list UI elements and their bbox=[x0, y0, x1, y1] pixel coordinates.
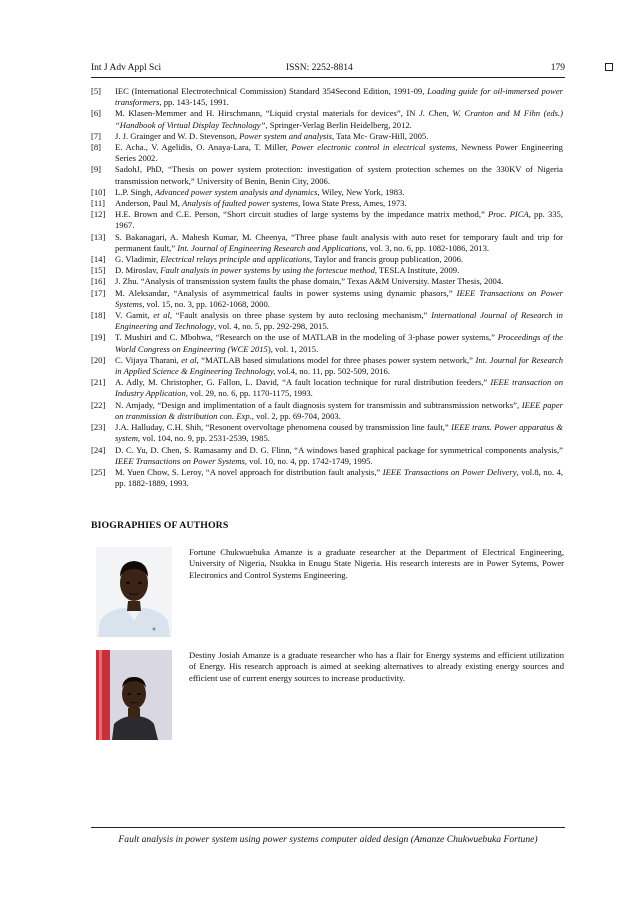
author-photo-2 bbox=[96, 650, 172, 740]
reference-text bbox=[115, 310, 563, 332]
reference-number: [10] bbox=[91, 186, 106, 197]
reference-item bbox=[91, 86, 563, 108]
reference-segment: Iowa State Press, Ames, 1973. bbox=[300, 198, 407, 209]
reference-segment: vol.4, no. 11, pp. 502-509, 2016. bbox=[275, 366, 390, 377]
reference-text bbox=[115, 332, 563, 354]
reference-text bbox=[115, 445, 563, 467]
reference-segment: , “Fault analysis on three phase system by auto reclosing mechanism,” bbox=[169, 310, 432, 321]
reference-text bbox=[115, 355, 563, 377]
reference-italic-segment: IEEE transaction on Industry Application bbox=[115, 377, 563, 399]
reference-item bbox=[91, 310, 563, 332]
reference-segment: , vol. 15, no. 3, pp. 1062-1068, 2000. bbox=[142, 298, 270, 309]
reference-italic-segment: Analysis of faulted power systems, bbox=[182, 198, 301, 209]
reference-segment: , TESLA Institute, 2009. bbox=[374, 265, 460, 276]
reference-item bbox=[91, 131, 563, 142]
reference-item bbox=[91, 467, 563, 489]
reference-segment: J.A. Halluday, C.H. Shih, “Resonent overvoltage phenomena coused by transmission line fault,” bbox=[115, 422, 452, 433]
reference-number: [11] bbox=[91, 198, 105, 209]
reference-italic-segment: IEEE Transactions on Power Systems bbox=[115, 287, 563, 309]
reference-segment: , Springer-Verlag Berlin Heidelberg, 2012. bbox=[265, 119, 412, 130]
reference-segment: , Wiley, New York, 1983. bbox=[317, 186, 405, 197]
reference-text bbox=[115, 232, 563, 254]
reference-number: [18] bbox=[91, 310, 106, 321]
reference-item bbox=[91, 445, 563, 467]
reference-segment: IEC (International Electrotechnical Commission) Standard 354Second Edition, 1991-09, bbox=[115, 86, 428, 96]
reference-segment: , vol. 29, no. 6, pp. 1170-1175, 1993. bbox=[185, 388, 313, 399]
reference-item bbox=[91, 276, 563, 287]
reference-segment: ., vol. 2, pp. 69-704, 2003. bbox=[249, 410, 341, 421]
reference-item bbox=[91, 288, 563, 310]
reference-segment: L.P. Singh, bbox=[115, 186, 155, 197]
reference-number: [21] bbox=[91, 377, 106, 388]
issn: ISSN: 2252-8814 bbox=[286, 63, 353, 73]
reference-item bbox=[91, 332, 563, 354]
reference-italic-segment: International Journal of Research in Engineering and Technology bbox=[115, 310, 563, 332]
reference-segment: , vol.8, no. 4, pp. 1882-1889, 1993. bbox=[115, 466, 564, 489]
reference-number: [24] bbox=[91, 444, 106, 455]
reference-text bbox=[115, 86, 563, 108]
reference-number: [19] bbox=[91, 332, 106, 343]
reference-item bbox=[91, 377, 563, 399]
reference-text bbox=[115, 265, 563, 276]
reference-italic-segment: IEEE paper on tranmission & distribution con. Exp bbox=[115, 399, 564, 421]
reference-number: [8] bbox=[91, 142, 102, 153]
reference-segment: , pp. 143-145, 1991. bbox=[159, 97, 229, 108]
author-portrait-2-image bbox=[96, 650, 172, 740]
reference-italic-segment: Proceedings of the World Congress on Engineering (WCE 2015 bbox=[115, 332, 563, 354]
reference-item bbox=[91, 254, 563, 265]
reference-segment: J. J. Grainger and W. D. Stevenson, bbox=[115, 130, 240, 141]
reference-text bbox=[115, 400, 563, 422]
reference-italic-segment: Power system and analysis bbox=[239, 130, 332, 141]
footer-rule bbox=[91, 827, 565, 828]
reference-italic-segment: IEEE Transactions on Power Systems bbox=[115, 455, 245, 466]
reference-segment: T. Mushiri and C. Mbohwa, “Research on the use of MATLAB in the modeling of 3-phase power systems,” bbox=[115, 332, 498, 343]
reference-number: [16] bbox=[91, 276, 106, 287]
reference-number: [12] bbox=[91, 209, 106, 220]
reference-text bbox=[115, 377, 563, 399]
biographies-heading: BIOGRAPHIES OF AUTHORS bbox=[91, 520, 229, 531]
reference-segment: , Taylor and francis group publication, 2006. bbox=[309, 254, 464, 265]
reference-item bbox=[91, 142, 563, 164]
author-portrait-1-image bbox=[96, 547, 172, 637]
reference-item bbox=[91, 187, 563, 198]
reference-italic-segment: Fault analysis in power systems by using the fortescue method bbox=[160, 265, 375, 276]
reference-text bbox=[115, 187, 563, 198]
header-rule bbox=[91, 77, 565, 78]
reference-segment: , vol. 104, no. 9, pp. 2531-2539, 1985. bbox=[137, 433, 270, 444]
reference-italic-segment: Loading guide for oil-immersed power transformers bbox=[115, 86, 563, 108]
reference-segment: M. Yuen Chow, S. Leroy, “A novel approach for distribution fault analysis,” bbox=[115, 466, 383, 477]
reference-number: [22] bbox=[91, 399, 106, 410]
reference-number: [9] bbox=[91, 164, 102, 175]
reference-text bbox=[115, 142, 563, 164]
reference-italic-segment: Advanced power system analysis and dynamics bbox=[154, 186, 318, 197]
reference-segment: , “MATLAB based simulations model for three phases power system network,” bbox=[196, 354, 476, 365]
reference-text bbox=[115, 276, 563, 287]
reference-italic-segment: Int. Journal of Engineering Research and Applications bbox=[177, 242, 366, 253]
reference-segment: Anderson, Paul M, bbox=[115, 198, 183, 209]
reference-list bbox=[91, 86, 563, 489]
reference-number: [15] bbox=[91, 265, 106, 276]
reference-segment: D. C. Yu, D. Chen, S. Ramasamy and D. G. Flinn, “A windows based graphical package for symmetrical components analysis,” bbox=[115, 444, 563, 455]
reference-segment: , Tata Mc- Graw-Hill, 2005. bbox=[331, 130, 429, 141]
reference-italic-segment: et al bbox=[153, 310, 170, 321]
reference-number: [5] bbox=[91, 86, 102, 96]
reference-segment: , Newness Power Engineering Series 2002. bbox=[115, 142, 563, 164]
reference-segment: A. Adly, M. Christopher, G. Fallon, L. David, “A fault location technique for rural distribution feeders,” bbox=[115, 377, 491, 388]
reference-item bbox=[91, 422, 563, 444]
reference-item bbox=[91, 209, 563, 231]
reference-segment: S. Bakanagari, A. Mahesh Kumar, M. Cheenya, “Three phase fault analysis with auto reset for temporary fault and trip for permanent fault,” bbox=[115, 231, 563, 253]
reference-text bbox=[115, 467, 563, 489]
reference-italic-segment: IEEE trans. Power apparatus & system bbox=[115, 422, 563, 444]
reference-segment: M. Klasen-Memmer and H. Hirschmann, “Liquid crystal materials for devices”, IN bbox=[115, 108, 420, 119]
reference-segment: N. Amjady, “Design and implimentation of a fault diagnosis system for transmissin and subtransmission networks”, bbox=[115, 399, 522, 410]
reference-text bbox=[115, 198, 563, 209]
reference-segment: G. Vladimir, bbox=[115, 254, 161, 265]
reference-number: [23] bbox=[91, 422, 106, 433]
reference-segment: ), vol. 1, 2015. bbox=[267, 343, 319, 354]
reference-segment: E. Acha., V. Agelidis, O. Anaya-Lara, T. Miller, bbox=[115, 142, 292, 153]
running-header bbox=[91, 61, 565, 75]
reference-italic-segment: Int. Journal for Research in Applied Science & Engineering Technology, bbox=[115, 354, 563, 377]
reference-segment: , pp. 335, 1967. bbox=[115, 209, 563, 231]
reference-segment: , vol. 3, no. 6, pp. 1082-1086, 2013. bbox=[365, 242, 490, 253]
reference-text bbox=[115, 254, 563, 265]
reference-item bbox=[91, 108, 563, 130]
page-number: 179 bbox=[550, 63, 565, 73]
reference-text bbox=[115, 209, 563, 231]
reference-segment: SadohJ, PhD, “Thesis on power system protection: investigation of system protection schemes on the 330KV of Nigeria transmission network,” University of Benin, Benin City, 2006. bbox=[115, 164, 563, 186]
reference-italic-segment: et al bbox=[181, 354, 197, 365]
reference-item bbox=[91, 265, 563, 276]
reference-segment: M. Aleksandar, “Analysis of asymmetrical faults in power systems using dynamic phasors,” bbox=[115, 287, 457, 298]
reference-text bbox=[115, 288, 563, 310]
journal-name: Int J Adv Appl Sci bbox=[91, 63, 162, 73]
reference-italic-segment: Proc. PICA bbox=[487, 209, 529, 220]
reference-item bbox=[91, 198, 563, 209]
reference-segment: H.E. Brown and C.E. Person, “Short circuit studies of large systems by the impedance matrix method,” bbox=[115, 209, 488, 220]
reference-number: [14] bbox=[91, 254, 106, 265]
reference-italic-segment: J. Chen, W. Cranton and M Fihn (eds.) “Handbook of Virtual Display Technology” bbox=[115, 108, 563, 130]
reference-segment: D. Miroslav, bbox=[115, 265, 161, 276]
reference-number: [17] bbox=[91, 287, 106, 298]
reference-segment: C. Vijaya Tharani, bbox=[115, 354, 182, 365]
reference-segment: V. Gamit, bbox=[115, 310, 154, 321]
reference-italic-segment: Power electronic control in electrical systems bbox=[291, 142, 456, 153]
reference-number: [6] bbox=[91, 108, 102, 119]
reference-segment: , vol. 4, no. 5, pp. 292-298, 2015. bbox=[213, 321, 329, 332]
reference-italic-segment: Electrical relays principle and applications bbox=[160, 254, 310, 265]
running-footer: Fault analysis in power system using power systems computer aided design (Amanze Chukwuebuka Fortune) bbox=[118, 834, 538, 845]
author-photo-1 bbox=[96, 547, 172, 637]
checkbox-square-icon bbox=[605, 63, 613, 71]
reference-segment: J. Zhu. “Analysis of transmission system faults the phase domain,” Texas A&M University. Master Thesis, 2004. bbox=[115, 276, 504, 287]
reference-number: [20] bbox=[91, 354, 106, 365]
reference-italic-segment: IEEE Transactions on Power Delivery bbox=[382, 466, 517, 477]
reference-text bbox=[115, 108, 563, 130]
reference-text bbox=[115, 422, 563, 444]
reference-text bbox=[115, 164, 563, 186]
reference-text bbox=[115, 131, 563, 142]
reference-item bbox=[91, 400, 563, 422]
reference-item bbox=[91, 355, 563, 377]
author-bio-2: Destiny Josiah Amanze is a graduate researcher who has a flair for Energy systems and efficient utilization of Energy. His research approach is aimed at seeking alternatives to already existing energy sources and efficient use of current energy sources to increase productivity. bbox=[189, 650, 564, 683]
reference-segment: , vol. 10, no. 4, pp. 1742-1749, 1995. bbox=[244, 455, 373, 466]
reference-number: [13] bbox=[91, 231, 106, 242]
reference-item bbox=[91, 232, 563, 254]
reference-item bbox=[91, 164, 563, 186]
reference-number: [7] bbox=[91, 130, 102, 141]
author-bio-1: Fortune Chukwuebuka Amanze is a graduate researcher at the Department of Electrical Engineering, University of Nigeria, Nsukka in Enugu State Nigeria. His research interests are in Power Sytems, Power Electronics and Control Systems Engineering. bbox=[189, 547, 564, 580]
reference-number: [25] bbox=[91, 466, 106, 477]
